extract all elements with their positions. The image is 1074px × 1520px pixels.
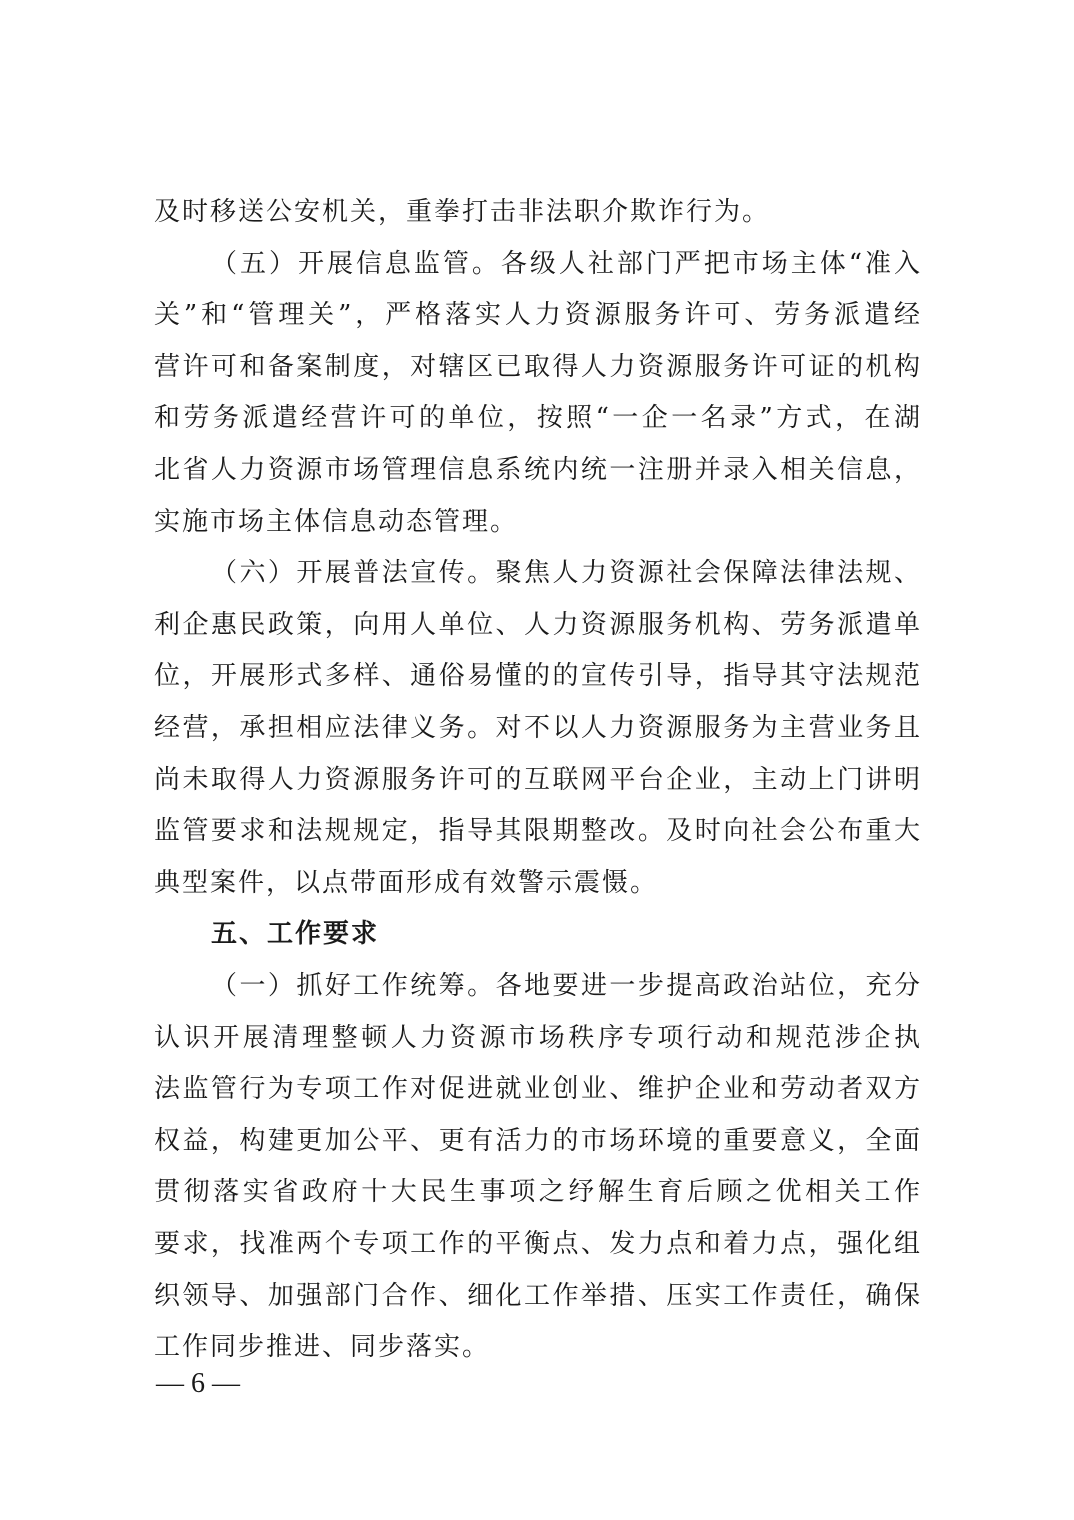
text-line: （五）开展信息监管。各级人社部门严把市场主体“准入 xyxy=(211,248,920,279)
text-line: 典型案件，以点带面形成有效警示震慑。 xyxy=(154,867,659,898)
text-line: 工作同步推进、同步落实。 xyxy=(154,1332,491,1363)
text-line: 北省人力资源市场管理信息系统内统一注册并录入相关信息， xyxy=(154,455,920,485)
text-line: 贯彻落实省政府十大民生事项之纾解生育后顾之优相关工作 xyxy=(154,1177,920,1208)
text-line: （一）抓好工作统筹。各地要进一步提高政治站位，充分 xyxy=(211,971,920,1001)
text-line: 尚未取得人力资源服务许可的互联网平台企业，主动上门讲明 xyxy=(154,764,920,795)
text-line: 位，开展形式多样、通俗易懂的的宣传引导，指导其守法规范 xyxy=(154,661,920,692)
text-line: 监管要求和法规规定，指导其限期整改。及时向社会公布重大 xyxy=(154,816,920,847)
text-line: 营许可和备案制度，对辖区已取得人力资源服务许可证的机构 xyxy=(154,351,920,382)
text-line: 织领导、加强部门合作、细化工作举措、压实工作责任，确保 xyxy=(154,1280,920,1311)
text-line: 法监管行为专项工作对促进就业创业、维护企业和劳动者双方 xyxy=(154,1074,920,1105)
text-line: 认识开展清理整顿人力资源市场秩序专项行动和规范涉企执 xyxy=(154,1022,920,1053)
text-line: 实施市场主体信息动态管理。 xyxy=(154,506,519,537)
text-line: 及时移送公安机关，重拳打击非法职介欺诈行为。 xyxy=(154,197,771,227)
text-line: 要求，找准两个专项工作的平衡点、发力点和着力点，强化组 xyxy=(154,1229,920,1259)
text-line: （六）开展普法宣传。聚焦人力资源社会保障法律法规、 xyxy=(211,558,920,589)
text-line: 关”和“管理关”，严格落实人力资源服务许可、劳务派遣经 xyxy=(154,300,920,331)
page-number: — 6 — xyxy=(156,1368,240,1399)
text-line: 经营，承担相应法律义务。对不以人力资源服务为主营业务且 xyxy=(154,713,920,743)
text-line: 和劳务派遣经营许可的单位，按照“一企一名录”方式，在湖 xyxy=(154,403,920,434)
section-heading: 五、工作要求 xyxy=(211,919,380,950)
text-line: 利企惠民政策，向用人单位、人力资源服务机构、劳务派遣单 xyxy=(154,609,920,640)
text-line: 权益，构建更加公平、更有活力的市场环境的重要意义，全面 xyxy=(154,1125,920,1156)
